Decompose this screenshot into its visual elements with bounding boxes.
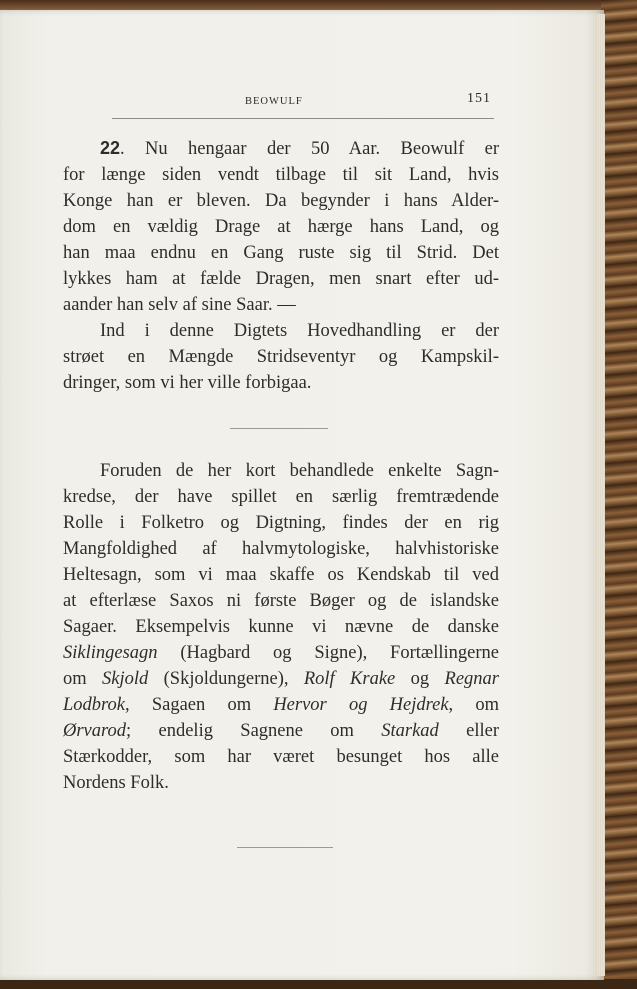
text-line: Heltesagn, som vi maa skaffe os Kendskab til ved (63, 565, 499, 585)
text-line: Konge han er bleven. Da begynder i hans Alder- (63, 191, 499, 211)
italic-title: Skjold (102, 669, 149, 689)
book-binding-right (601, 0, 637, 989)
section-number: 22 (100, 138, 121, 158)
text-line: kredse, der have spillet en særlig fremtrædende (63, 487, 499, 507)
text-line: Mangfoldighed af halvmytologiske, halvhistoriske (63, 539, 499, 559)
text-line: Stærkodder, som har været besunget hos alle (63, 747, 499, 767)
italic-title: Hervor og Hejdrek (273, 695, 449, 715)
end-divider (237, 847, 333, 848)
text-line: Rolle i Folketro og Digtning, findes der en rig (63, 513, 499, 533)
text-line: lykkes ham at fælde Dragen, men snart efter ud- (63, 269, 499, 289)
text-line: han maa endnu en Gang ruste sig til Strid. Det (63, 243, 499, 263)
stray-mark (606, 886, 609, 889)
text-line: strøet en Mængde Stridseventyr og Kampskil- (63, 347, 499, 367)
section-divider (230, 428, 328, 429)
italic-title: Lodbrok (63, 695, 126, 715)
text-line: Lodbrok, Sagaen om Hervor og Hejdrek, om (63, 695, 500, 715)
text-line: Foruden de her kort behandlede enkelte Sagn- (100, 461, 499, 481)
text-line: at efterlæse Saxos ni første Bøger og de islandske (63, 591, 499, 611)
italic-title: Regnar (444, 669, 499, 689)
italic-title: Starkad (381, 721, 439, 741)
page-edge (597, 14, 605, 976)
text-line: dom en vældig Drage at hærge hans Land, og (63, 217, 499, 237)
italic-title: Rolf Krake (303, 669, 396, 689)
section-heltesagn (63, 458, 499, 796)
text-line: Ørvarod; endelig Sagnene om Starkad eller (63, 721, 499, 741)
running-title: BEOWULF (245, 96, 303, 107)
italic-title: Siklingesagn (63, 643, 158, 663)
text-line: Nordens Folk. (63, 773, 169, 793)
text-line: 22. Nu hengaar der 50 Aar. Beowulf er (100, 138, 499, 159)
section-beowulf-summary (63, 135, 499, 396)
text-line: aander han selv af sine Saar. — (63, 295, 296, 315)
text-line: Ind i denne Digtets Hovedhandling er der (100, 321, 499, 341)
book-binding-bottom (0, 979, 637, 989)
text-line: Siklingesagn (Hagbard og Signe), Fortællingerne (63, 643, 499, 663)
text-line: dringer, som vi her ville forbigaa. (63, 373, 312, 393)
text-line: Sagaer. Eksempelvis kunne vi nævne de danske (63, 617, 499, 637)
text-line: for længe siden vendt tilbage til sit Land, hvis (63, 165, 499, 185)
header-rule (112, 118, 494, 119)
italic-title: Ørvarod (63, 721, 127, 741)
text-line: om Skjold (Skjoldungerne), Rolf Krake og Regnar (63, 669, 499, 689)
page-number: 151 (467, 91, 491, 106)
